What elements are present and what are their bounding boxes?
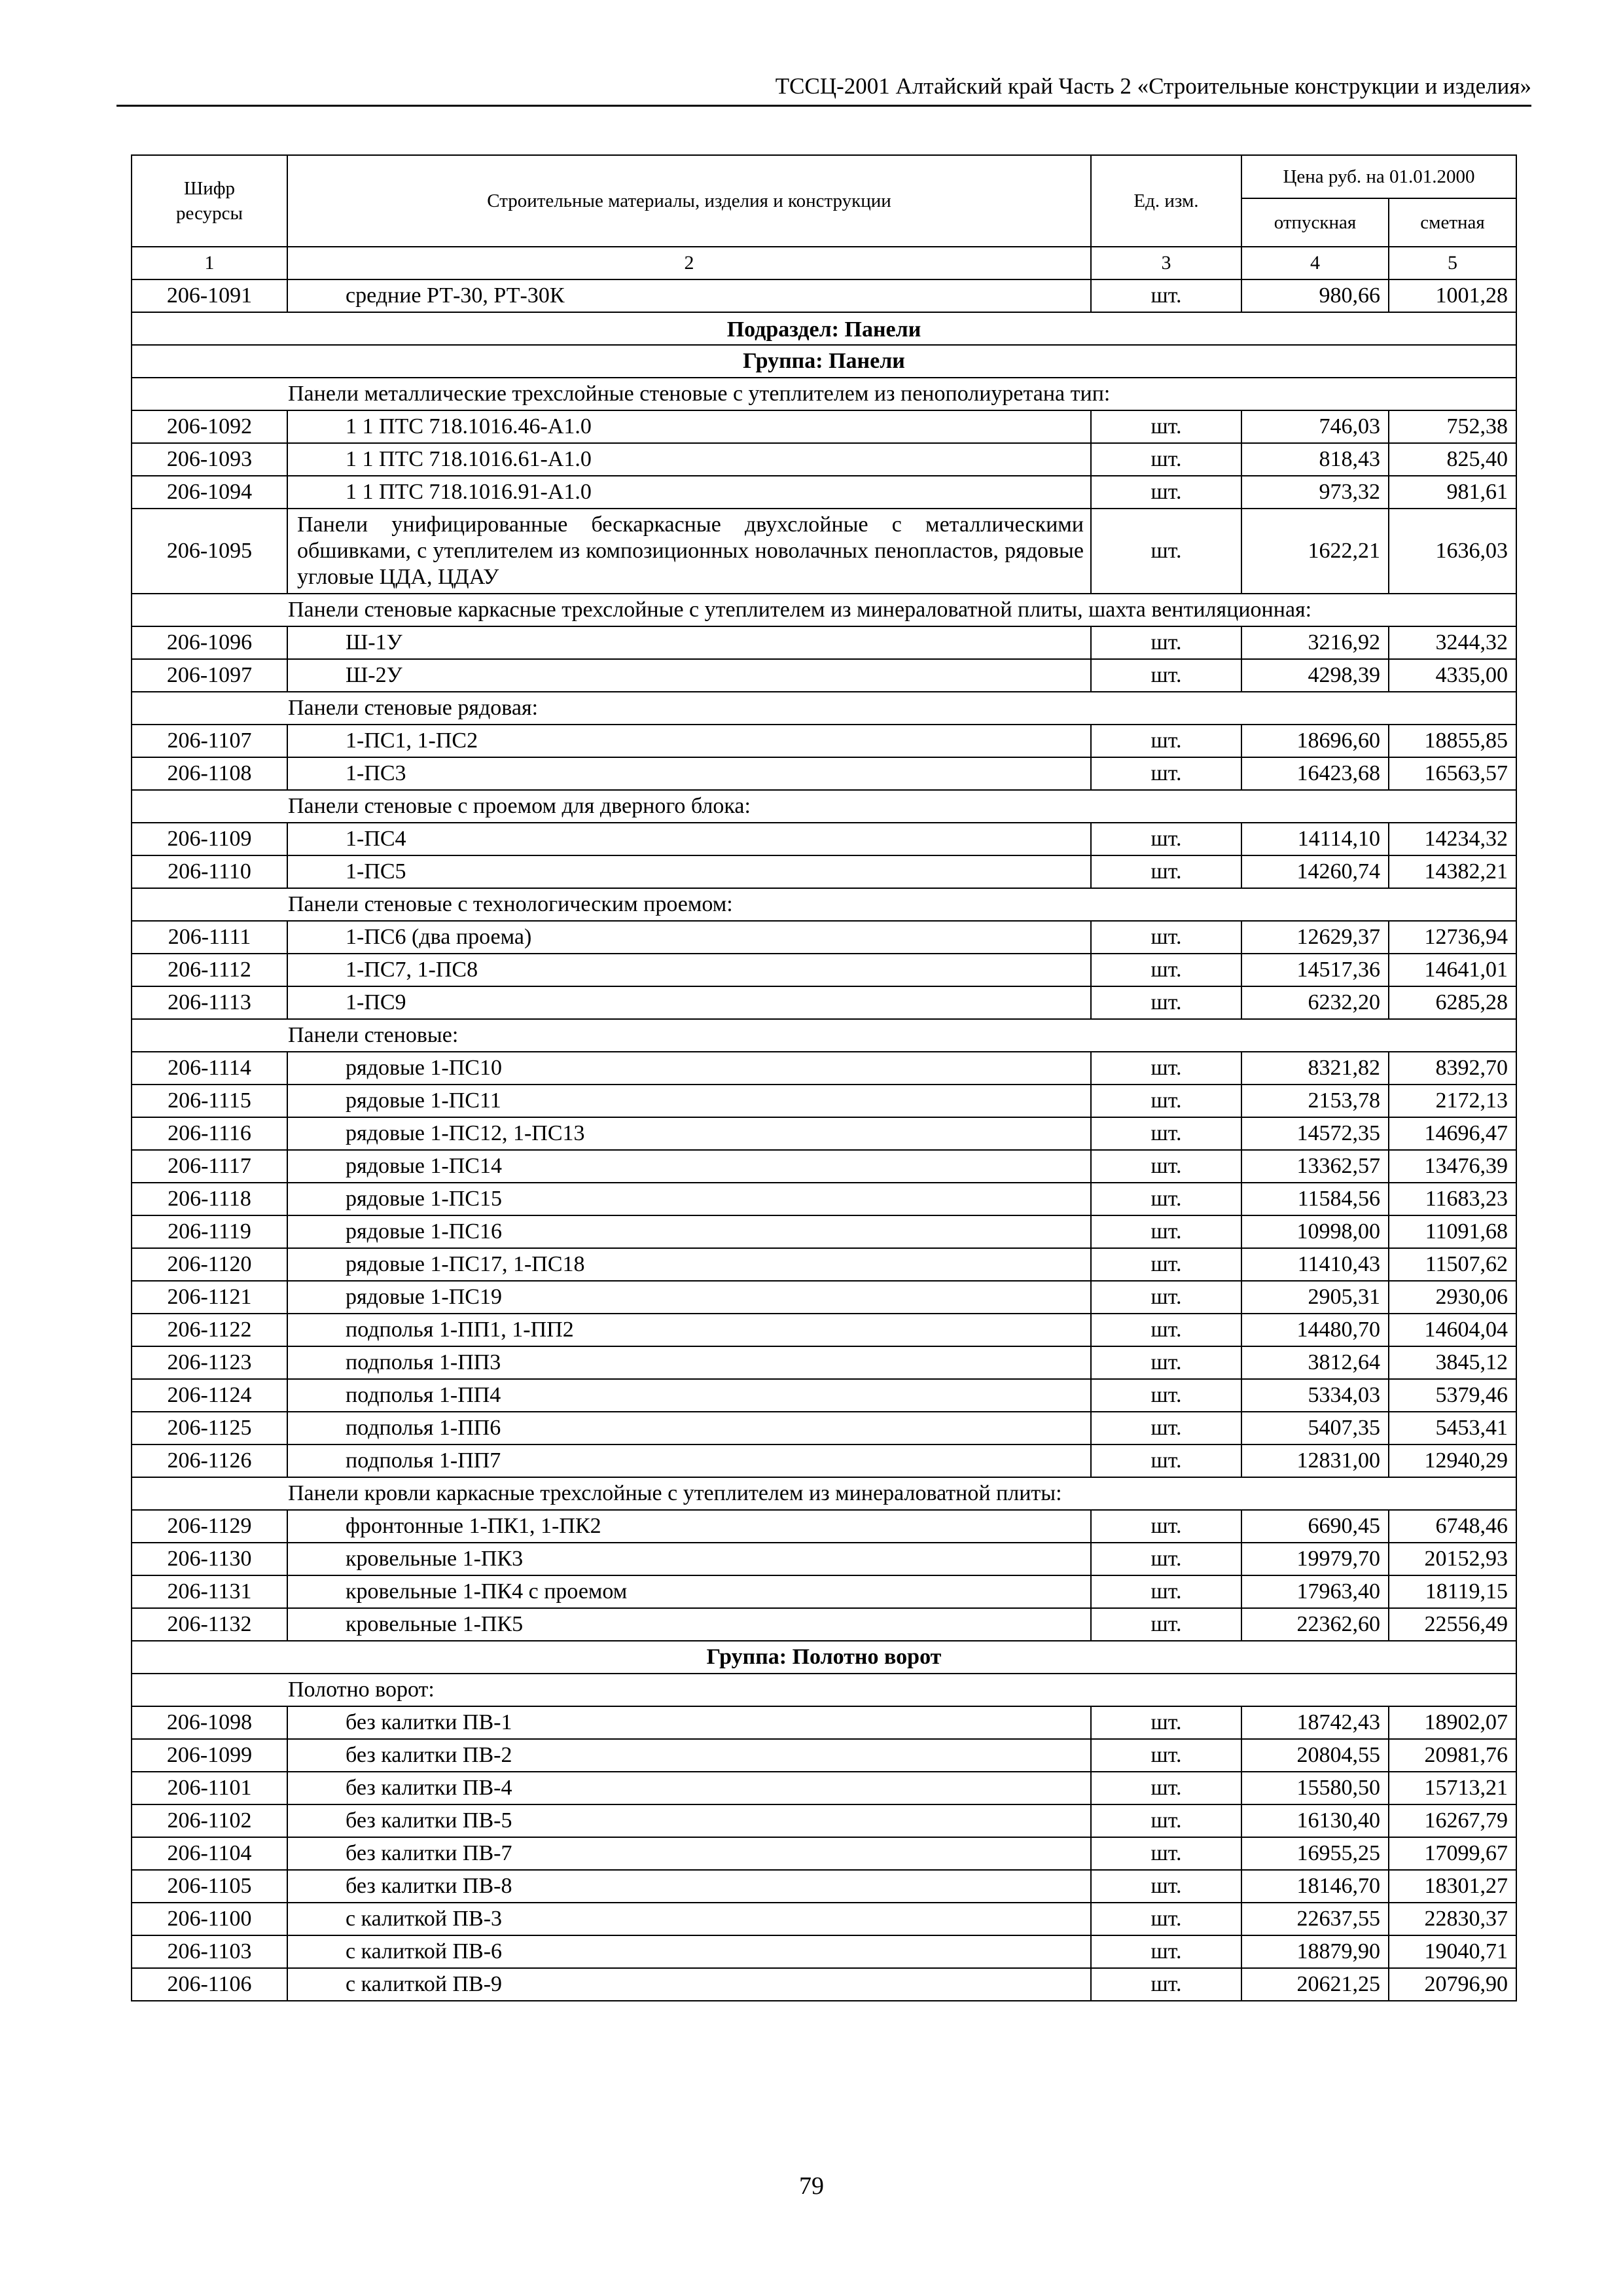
release-price: 22362,60 (1241, 1608, 1389, 1641)
unit-of-measure: шт. (1091, 1575, 1241, 1608)
table-row (132, 954, 1516, 986)
resource-code: 206-1132 (132, 1608, 287, 1641)
estimate-price: 2930,06 (1389, 1281, 1516, 1314)
estimate-price: 6748,46 (1389, 1510, 1516, 1543)
release-price: 14480,70 (1241, 1314, 1389, 1346)
unit-of-measure: шт. (1091, 1052, 1241, 1085)
category-heading-row (132, 594, 1516, 626)
table-row (132, 1444, 1516, 1477)
resource-code: 206-1110 (132, 855, 287, 888)
table-row (132, 410, 1516, 443)
resource-code: 206-1099 (132, 1739, 287, 1772)
unit-of-measure: шт. (1091, 1543, 1241, 1575)
table-row (132, 443, 1516, 476)
estimate-price: 1636,03 (1389, 509, 1516, 594)
release-price: 18742,43 (1241, 1706, 1389, 1739)
table-row (132, 1968, 1516, 2001)
resource-code: 206-1125 (132, 1412, 287, 1444)
estimate-price: 6285,28 (1389, 986, 1516, 1019)
release-price: 2153,78 (1241, 1085, 1389, 1117)
resource-code: 206-1105 (132, 1870, 287, 1903)
running-header: ТССЦ-2001 Алтайский край Часть 2 «Строительные конструкции и изделия» (775, 73, 1531, 99)
estimate-price: 825,40 (1389, 443, 1516, 476)
table-row (132, 1772, 1516, 1804)
resource-code: 206-1123 (132, 1346, 287, 1379)
category-heading: Панели стеновые рядовая: (132, 692, 1516, 725)
item-name: 1-ПС4 (287, 823, 1091, 855)
table-row (132, 725, 1516, 757)
release-price: 14114,10 (1241, 823, 1389, 855)
category-heading: Панели стеновые каркасные трехслойные с утеплителем из минераловатной плиты, шахта вентиляционная: (132, 594, 1516, 626)
unit-of-measure: шт. (1091, 1968, 1241, 2001)
item-name: с калиткой ПВ-9 (287, 1968, 1091, 2001)
unit-of-measure: шт. (1091, 757, 1241, 790)
item-name: подполья 1-ПП4 (287, 1379, 1091, 1412)
resource-code: 206-1108 (132, 757, 287, 790)
release-price: 6232,20 (1241, 986, 1389, 1019)
item-name: 1-ПС5 (287, 855, 1091, 888)
unit-of-measure: шт. (1091, 725, 1241, 757)
estimate-price: 2172,13 (1389, 1085, 1516, 1117)
estimate-price: 14696,47 (1389, 1117, 1516, 1150)
estimate-price: 22830,37 (1389, 1903, 1516, 1935)
col-number-4: 4 (1241, 247, 1389, 279)
col-header-estimate: сметная (1389, 198, 1516, 247)
release-price: 16955,25 (1241, 1837, 1389, 1870)
unit-of-measure: шт. (1091, 659, 1241, 692)
table-row (132, 1575, 1516, 1608)
table-row (132, 1510, 1516, 1543)
category-heading: Панели стеновые с проемом для дверного блока: (132, 790, 1516, 823)
unit-of-measure: шт. (1091, 1706, 1241, 1739)
item-name: рядовые 1-ПС12, 1-ПС13 (287, 1117, 1091, 1150)
unit-of-measure: шт. (1091, 1837, 1241, 1870)
estimate-price: 20152,93 (1389, 1543, 1516, 1575)
resource-code: 206-1093 (132, 443, 287, 476)
release-price: 14572,35 (1241, 1117, 1389, 1150)
release-price: 13362,57 (1241, 1150, 1389, 1183)
table-header (132, 155, 1516, 279)
item-name: подполья 1-ПП1, 1-ПП2 (287, 1314, 1091, 1346)
unit-of-measure: шт. (1091, 1183, 1241, 1215)
release-price: 1622,21 (1241, 509, 1389, 594)
release-price: 14517,36 (1241, 954, 1389, 986)
estimate-price: 5453,41 (1389, 1412, 1516, 1444)
resource-code: 206-1116 (132, 1117, 287, 1150)
unit-of-measure: шт. (1091, 1935, 1241, 1968)
release-price: 973,32 (1241, 476, 1389, 509)
estimate-price: 19040,71 (1389, 1935, 1516, 1968)
col-number-3: 3 (1091, 247, 1241, 279)
table-row (132, 1379, 1516, 1412)
table-row (132, 1412, 1516, 1444)
release-price: 746,03 (1241, 410, 1389, 443)
table-row (132, 659, 1516, 692)
release-price: 14260,74 (1241, 855, 1389, 888)
item-name: 1-ПС3 (287, 757, 1091, 790)
item-name: рядовые 1-ПС15 (287, 1183, 1091, 1215)
release-price: 3216,92 (1241, 626, 1389, 659)
category-heading: Панели металлические трехслойные стеновые с утеплителем из пенополиуретана тип: (132, 378, 1516, 410)
item-name: средние РТ-30, РТ-30К (287, 279, 1091, 312)
resource-code: 206-1126 (132, 1444, 287, 1477)
item-name: без калитки ПВ-7 (287, 1837, 1091, 1870)
table-row (132, 1608, 1516, 1641)
resource-code: 206-1097 (132, 659, 287, 692)
unit-of-measure: шт. (1091, 1870, 1241, 1903)
category-heading-row (132, 790, 1516, 823)
unit-of-measure: шт. (1091, 1379, 1241, 1412)
category-heading: Полотно ворот: (132, 1674, 1516, 1706)
table-row (132, 1314, 1516, 1346)
unit-of-measure: шт. (1091, 1215, 1241, 1248)
category-heading-row (132, 1019, 1516, 1052)
unit-of-measure: шт. (1091, 476, 1241, 509)
unit-of-measure: шт. (1091, 410, 1241, 443)
table-row (132, 1085, 1516, 1117)
release-price: 18879,90 (1241, 1935, 1389, 1968)
resource-code: 206-1115 (132, 1085, 287, 1117)
category-heading-row (132, 692, 1516, 725)
estimate-price: 16563,57 (1389, 757, 1516, 790)
release-price: 19979,70 (1241, 1543, 1389, 1575)
item-name: без калитки ПВ-8 (287, 1870, 1091, 1903)
resource-code: 206-1091 (132, 279, 287, 312)
resource-code: 206-1118 (132, 1183, 287, 1215)
subsection-row (132, 312, 1516, 345)
item-name: Ш-1У (287, 626, 1091, 659)
category-heading-row (132, 1674, 1516, 1706)
table-row (132, 1215, 1516, 1248)
table-row (132, 1706, 1516, 1739)
resource-code: 206-1113 (132, 986, 287, 1019)
category-heading: Панели кровли каркасные трехслойные с утеплителем из минераловатной плиты: (132, 1477, 1516, 1510)
table-row (132, 1935, 1516, 1968)
release-price: 8321,82 (1241, 1052, 1389, 1085)
release-price: 5334,03 (1241, 1379, 1389, 1412)
table-row (132, 1117, 1516, 1150)
release-price: 20621,25 (1241, 1968, 1389, 2001)
estimate-price: 14382,21 (1389, 855, 1516, 888)
unit-of-measure: шт. (1091, 1117, 1241, 1150)
release-price: 10998,00 (1241, 1215, 1389, 1248)
category-heading-row (132, 888, 1516, 921)
item-name: рядовые 1-ПС14 (287, 1150, 1091, 1183)
release-price: 2905,31 (1241, 1281, 1389, 1314)
release-price: 12831,00 (1241, 1444, 1389, 1477)
table-row (132, 1804, 1516, 1837)
item-name: без калитки ПВ-4 (287, 1772, 1091, 1804)
table-row (132, 1052, 1516, 1085)
resource-code: 206-1129 (132, 1510, 287, 1543)
unit-of-measure: шт. (1091, 954, 1241, 986)
estimate-price: 18301,27 (1389, 1870, 1516, 1903)
estimate-price: 752,38 (1389, 410, 1516, 443)
resource-code: 206-1120 (132, 1248, 287, 1281)
table-row (132, 1903, 1516, 1935)
group-title: Группа: Панели (132, 345, 1516, 378)
item-name: Ш-2У (287, 659, 1091, 692)
group-row (132, 345, 1516, 378)
item-name: подполья 1-ПП6 (287, 1412, 1091, 1444)
resource-code: 206-1096 (132, 626, 287, 659)
release-price: 12629,37 (1241, 921, 1389, 954)
header-rule (116, 105, 1531, 107)
unit-of-measure: шт. (1091, 1346, 1241, 1379)
release-price: 6690,45 (1241, 1510, 1389, 1543)
estimate-price: 11091,68 (1389, 1215, 1516, 1248)
unit-of-measure: шт. (1091, 279, 1241, 312)
col-header-code: Шифр ресурсы (132, 155, 287, 247)
table-body (132, 279, 1516, 2001)
item-name: 1 1 ПТС 718.1016.61-А1.0 (287, 443, 1091, 476)
unit-of-measure: шт. (1091, 855, 1241, 888)
release-price: 18146,70 (1241, 1870, 1389, 1903)
estimate-price: 17099,67 (1389, 1837, 1516, 1870)
resource-code: 206-1092 (132, 410, 287, 443)
item-name: подполья 1-ПП3 (287, 1346, 1091, 1379)
resource-code: 206-1122 (132, 1314, 287, 1346)
estimate-price: 22556,49 (1389, 1608, 1516, 1641)
table-row (132, 1183, 1516, 1215)
estimate-price: 5379,46 (1389, 1379, 1516, 1412)
release-price: 11410,43 (1241, 1248, 1389, 1281)
estimate-price: 4335,00 (1389, 659, 1516, 692)
release-price: 16130,40 (1241, 1804, 1389, 1837)
table-row (132, 1281, 1516, 1314)
item-name: рядовые 1-ПС10 (287, 1052, 1091, 1085)
price-table (131, 154, 1517, 2001)
item-name: с калиткой ПВ-6 (287, 1935, 1091, 1968)
resource-code: 206-1104 (132, 1837, 287, 1870)
item-name: без калитки ПВ-5 (287, 1804, 1091, 1837)
resource-code: 206-1124 (132, 1379, 287, 1412)
resource-code: 206-1111 (132, 921, 287, 954)
item-name: рядовые 1-ПС17, 1-ПС18 (287, 1248, 1091, 1281)
resource-code: 206-1130 (132, 1543, 287, 1575)
resource-code: 206-1109 (132, 823, 287, 855)
estimate-price: 8392,70 (1389, 1052, 1516, 1085)
resource-code: 206-1121 (132, 1281, 287, 1314)
resource-code: 206-1112 (132, 954, 287, 986)
unit-of-measure: шт. (1091, 986, 1241, 1019)
unit-of-measure: шт. (1091, 1608, 1241, 1641)
item-name: кровельные 1-ПК4 с проемом (287, 1575, 1091, 1608)
estimate-price: 14234,32 (1389, 823, 1516, 855)
resource-code: 206-1119 (132, 1215, 287, 1248)
item-name: без калитки ПВ-1 (287, 1706, 1091, 1739)
resource-code: 206-1117 (132, 1150, 287, 1183)
category-heading-row (132, 378, 1516, 410)
estimate-price: 14641,01 (1389, 954, 1516, 986)
estimate-price: 11507,62 (1389, 1248, 1516, 1281)
unit-of-measure: шт. (1091, 1804, 1241, 1837)
release-price: 3812,64 (1241, 1346, 1389, 1379)
unit-of-measure: шт. (1091, 1281, 1241, 1314)
item-name: 1 1 ПТС 718.1016.46-А1.0 (287, 410, 1091, 443)
release-price: 15580,50 (1241, 1772, 1389, 1804)
release-price: 18696,60 (1241, 725, 1389, 757)
estimate-price: 12736,94 (1389, 921, 1516, 954)
category-heading: Панели стеновые: (132, 1019, 1516, 1052)
release-price: 5407,35 (1241, 1412, 1389, 1444)
unit-of-measure: шт. (1091, 921, 1241, 954)
resource-code: 206-1095 (132, 509, 287, 594)
unit-of-measure: шт. (1091, 443, 1241, 476)
table-row (132, 279, 1516, 312)
estimate-price: 15713,21 (1389, 1772, 1516, 1804)
page-number: 79 (799, 2172, 824, 2200)
item-name: кровельные 1-ПК3 (287, 1543, 1091, 1575)
category-heading: Панели стеновые с технологическим проемом: (132, 888, 1516, 921)
table-row (132, 1870, 1516, 1903)
resource-code: 206-1131 (132, 1575, 287, 1608)
estimate-price: 18119,15 (1389, 1575, 1516, 1608)
unit-of-measure: шт. (1091, 1248, 1241, 1281)
item-name: кровельные 1-ПК5 (287, 1608, 1091, 1641)
table-row (132, 1837, 1516, 1870)
estimate-price: 18902,07 (1389, 1706, 1516, 1739)
col-number-2: 2 (287, 247, 1091, 279)
resource-code: 206-1103 (132, 1935, 287, 1968)
resource-code: 206-1114 (132, 1052, 287, 1085)
table-row (132, 1739, 1516, 1772)
estimate-price: 3845,12 (1389, 1346, 1516, 1379)
unit-of-measure: шт. (1091, 1444, 1241, 1477)
unit-of-measure: шт. (1091, 1772, 1241, 1804)
col-header-release: отпускная (1241, 198, 1389, 247)
col-number-5: 5 (1389, 247, 1516, 279)
unit-of-measure: шт. (1091, 1085, 1241, 1117)
item-name: 1-ПС1, 1-ПС2 (287, 725, 1091, 757)
estimate-price: 20796,90 (1389, 1968, 1516, 2001)
col-header-price: Цена руб. на 01.01.2000 (1241, 155, 1516, 198)
unit-of-measure: шт. (1091, 1150, 1241, 1183)
item-name: 1 1 ПТС 718.1016.91-А1.0 (287, 476, 1091, 509)
table-row (132, 823, 1516, 855)
col-header-unit: Ед. изм. (1091, 155, 1241, 247)
table-row (132, 855, 1516, 888)
resource-code: 206-1101 (132, 1772, 287, 1804)
item-name: Панели унифицированные бескаркасные двухслойные с металлическими обшивками, с утеплителем из композиционных новолачных пенопластов, рядовые угловые ЦДА, ЦДАУ (287, 509, 1091, 594)
unit-of-measure: шт. (1091, 1314, 1241, 1346)
estimate-price: 1001,28 (1389, 279, 1516, 312)
table-row (132, 1150, 1516, 1183)
table-row (132, 921, 1516, 954)
estimate-price: 12940,29 (1389, 1444, 1516, 1477)
table-row (132, 1248, 1516, 1281)
table-row (132, 509, 1516, 594)
resource-code: 206-1107 (132, 725, 287, 757)
item-name: без калитки ПВ-2 (287, 1739, 1091, 1772)
estimate-price: 13476,39 (1389, 1150, 1516, 1183)
unit-of-measure: шт. (1091, 1412, 1241, 1444)
item-name: подполья 1-ПП7 (287, 1444, 1091, 1477)
release-price: 980,66 (1241, 279, 1389, 312)
item-name: 1-ПС6 (два проема) (287, 921, 1091, 954)
item-name: с калиткой ПВ-3 (287, 1903, 1091, 1935)
table-row (132, 626, 1516, 659)
col-header-name: Строительные материалы, изделия и конструкции (287, 155, 1091, 247)
resource-code: 206-1106 (132, 1968, 287, 2001)
table-row (132, 476, 1516, 509)
estimate-price: 18855,85 (1389, 725, 1516, 757)
release-price: 818,43 (1241, 443, 1389, 476)
item-name: фронтонные 1-ПК1, 1-ПК2 (287, 1510, 1091, 1543)
table-row (132, 1346, 1516, 1379)
item-name: 1-ПС9 (287, 986, 1091, 1019)
estimate-price: 14604,04 (1389, 1314, 1516, 1346)
unit-of-measure: шт. (1091, 1739, 1241, 1772)
release-price: 11584,56 (1241, 1183, 1389, 1215)
table-row (132, 757, 1516, 790)
estimate-price: 3244,32 (1389, 626, 1516, 659)
release-price: 16423,68 (1241, 757, 1389, 790)
unit-of-measure: шт. (1091, 1903, 1241, 1935)
unit-of-measure: шт. (1091, 1510, 1241, 1543)
release-price: 20804,55 (1241, 1739, 1389, 1772)
resource-code: 206-1102 (132, 1804, 287, 1837)
table-row (132, 1543, 1516, 1575)
release-price: 17963,40 (1241, 1575, 1389, 1608)
table-row (132, 986, 1516, 1019)
release-price: 4298,39 (1241, 659, 1389, 692)
item-name: рядовые 1-ПС19 (287, 1281, 1091, 1314)
estimate-price: 981,61 (1389, 476, 1516, 509)
group-title: Группа: Полотно ворот (132, 1641, 1516, 1674)
item-name: рядовые 1-ПС11 (287, 1085, 1091, 1117)
estimate-price: 20981,76 (1389, 1739, 1516, 1772)
item-name: 1-ПС7, 1-ПС8 (287, 954, 1091, 986)
release-price: 22637,55 (1241, 1903, 1389, 1935)
resource-code: 206-1094 (132, 476, 287, 509)
unit-of-measure: шт. (1091, 823, 1241, 855)
subsection-title: Подраздел: Панели (132, 312, 1516, 345)
col-number-1: 1 (132, 247, 287, 279)
unit-of-measure: шт. (1091, 626, 1241, 659)
unit-of-measure: шт. (1091, 509, 1241, 594)
group-row (132, 1641, 1516, 1674)
category-heading-row (132, 1477, 1516, 1510)
item-name: рядовые 1-ПС16 (287, 1215, 1091, 1248)
estimate-price: 11683,23 (1389, 1183, 1516, 1215)
estimate-price: 16267,79 (1389, 1804, 1516, 1837)
resource-code: 206-1098 (132, 1706, 287, 1739)
resource-code: 206-1100 (132, 1903, 287, 1935)
